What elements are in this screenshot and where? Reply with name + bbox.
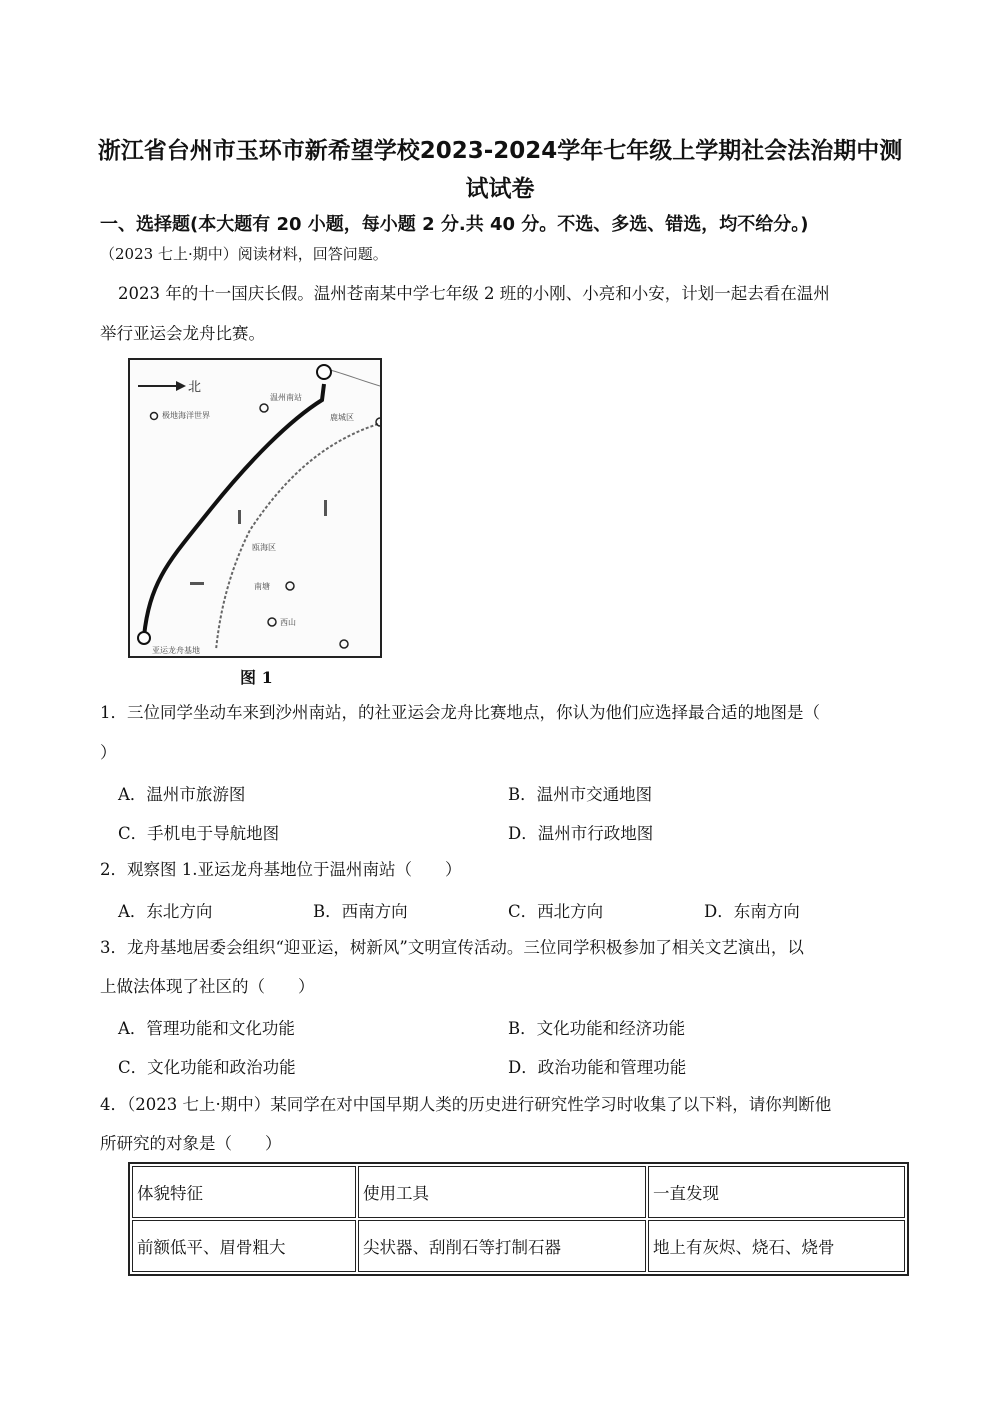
- figure-caption: 图 1: [240, 668, 273, 687]
- question-2-option-a[interactable]: A．东北方向: [118, 902, 213, 921]
- start-point-icon: [138, 632, 150, 644]
- question-1-stem-continued: ）: [100, 743, 117, 762]
- map-label-world: 极地海洋世界: [162, 411, 210, 420]
- map-label-base: 亚运龙舟基地: [152, 646, 200, 655]
- map-label-station: 温州南站: [270, 393, 302, 402]
- question-3-option-a[interactable]: A．管理功能和文化功能: [118, 1019, 295, 1038]
- map-label-xishan: 西山: [280, 618, 296, 627]
- question-2-option-d[interactable]: D．东南方向: [704, 902, 800, 921]
- question-3-stem: 3．龙舟基地居委会组织“迎亚运，树新风”文明宣传活动。三位同学积极参加了相关文艺演出，以: [100, 938, 804, 957]
- table-header-cell: 使用工具: [358, 1166, 646, 1218]
- table-header-cell: 体貌特征: [132, 1166, 356, 1218]
- question-2-option-c[interactable]: C．西北方向: [508, 902, 604, 921]
- section-heading: 一、选择题(本大题有 20 小题，每小题 2 分.共 40 分。不选、多选、错选，均不给分。): [100, 214, 809, 235]
- material-text-line1: 2023 年的十一国庆长假。温州苍南某中学七年级 2 班的小刚、小亮和小安，计划一起去看在温州: [118, 284, 830, 303]
- question-3-option-c[interactable]: C．文化功能和政治功能: [118, 1058, 296, 1077]
- question-3-option-d[interactable]: D．政治功能和管理功能: [508, 1058, 687, 1077]
- question-4-stem-continued: 所研究的对象是（ ）: [100, 1134, 282, 1153]
- question-2-stem: 2．观察图 1.亚运龙舟基地位于温州南站（ ）: [100, 860, 462, 879]
- route-line: [144, 384, 324, 636]
- question-1-option-b[interactable]: B．温州市交通地图: [508, 785, 653, 804]
- map-label-nantang: 南塘: [254, 582, 270, 591]
- table-cell: 地上有灰烬、烧石、烧骨: [648, 1220, 905, 1272]
- map-drawing: [130, 360, 380, 656]
- question-1-option-a[interactable]: A．温州市旅游图: [118, 785, 246, 804]
- table-header-row: [132, 1166, 905, 1218]
- table-cell: 前额低平、眉骨粗大: [132, 1220, 356, 1272]
- table-cell: 尖状器、刮削石等打制石器: [358, 1220, 646, 1272]
- material-text-line2: 举行亚运会龙舟比赛。: [100, 324, 265, 343]
- north-label: 北: [188, 380, 202, 395]
- question-4-table: [128, 1162, 909, 1276]
- question-1-stem: 1．三位同学坐动车来到沙州南站，的社亚运会龙舟比赛地点，你认为他们应选择最合适的地图是（: [100, 703, 820, 722]
- question-2-option-b[interactable]: B．西南方向: [313, 902, 408, 921]
- page-title: 浙江省台州市玉环市新希望学校2023-2024学年七年级上学期社会法治期中测: [97, 138, 903, 164]
- table-header-cell: 一直发现: [648, 1166, 905, 1218]
- question-1-option-c[interactable]: C．手机电于导航地图: [118, 824, 280, 843]
- river-line: [216, 424, 378, 650]
- map-figure: [128, 358, 382, 658]
- page-title-continued: 试试卷: [465, 176, 535, 202]
- question-3-option-b[interactable]: B．文化功能和经济功能: [508, 1019, 686, 1038]
- table-row: [132, 1220, 905, 1272]
- material-source: （2023 七上·期中）阅读材料，回答问题。: [100, 245, 388, 263]
- map-label-lucheng: 鹿城区: [330, 413, 354, 422]
- end-point-icon: [317, 365, 331, 379]
- question-1-option-d[interactable]: D．温州市行政地图: [508, 824, 654, 843]
- question-3-stem-continued: 上做法体现了社区的（ ）: [100, 977, 315, 996]
- question-4-stem: 4．（2023 七上·期中）某同学在对中国早期人类的历史进行研究性学习时收集了以下料，请你判断他: [100, 1095, 832, 1114]
- map-label-ouhai: 瓯海区: [252, 543, 276, 552]
